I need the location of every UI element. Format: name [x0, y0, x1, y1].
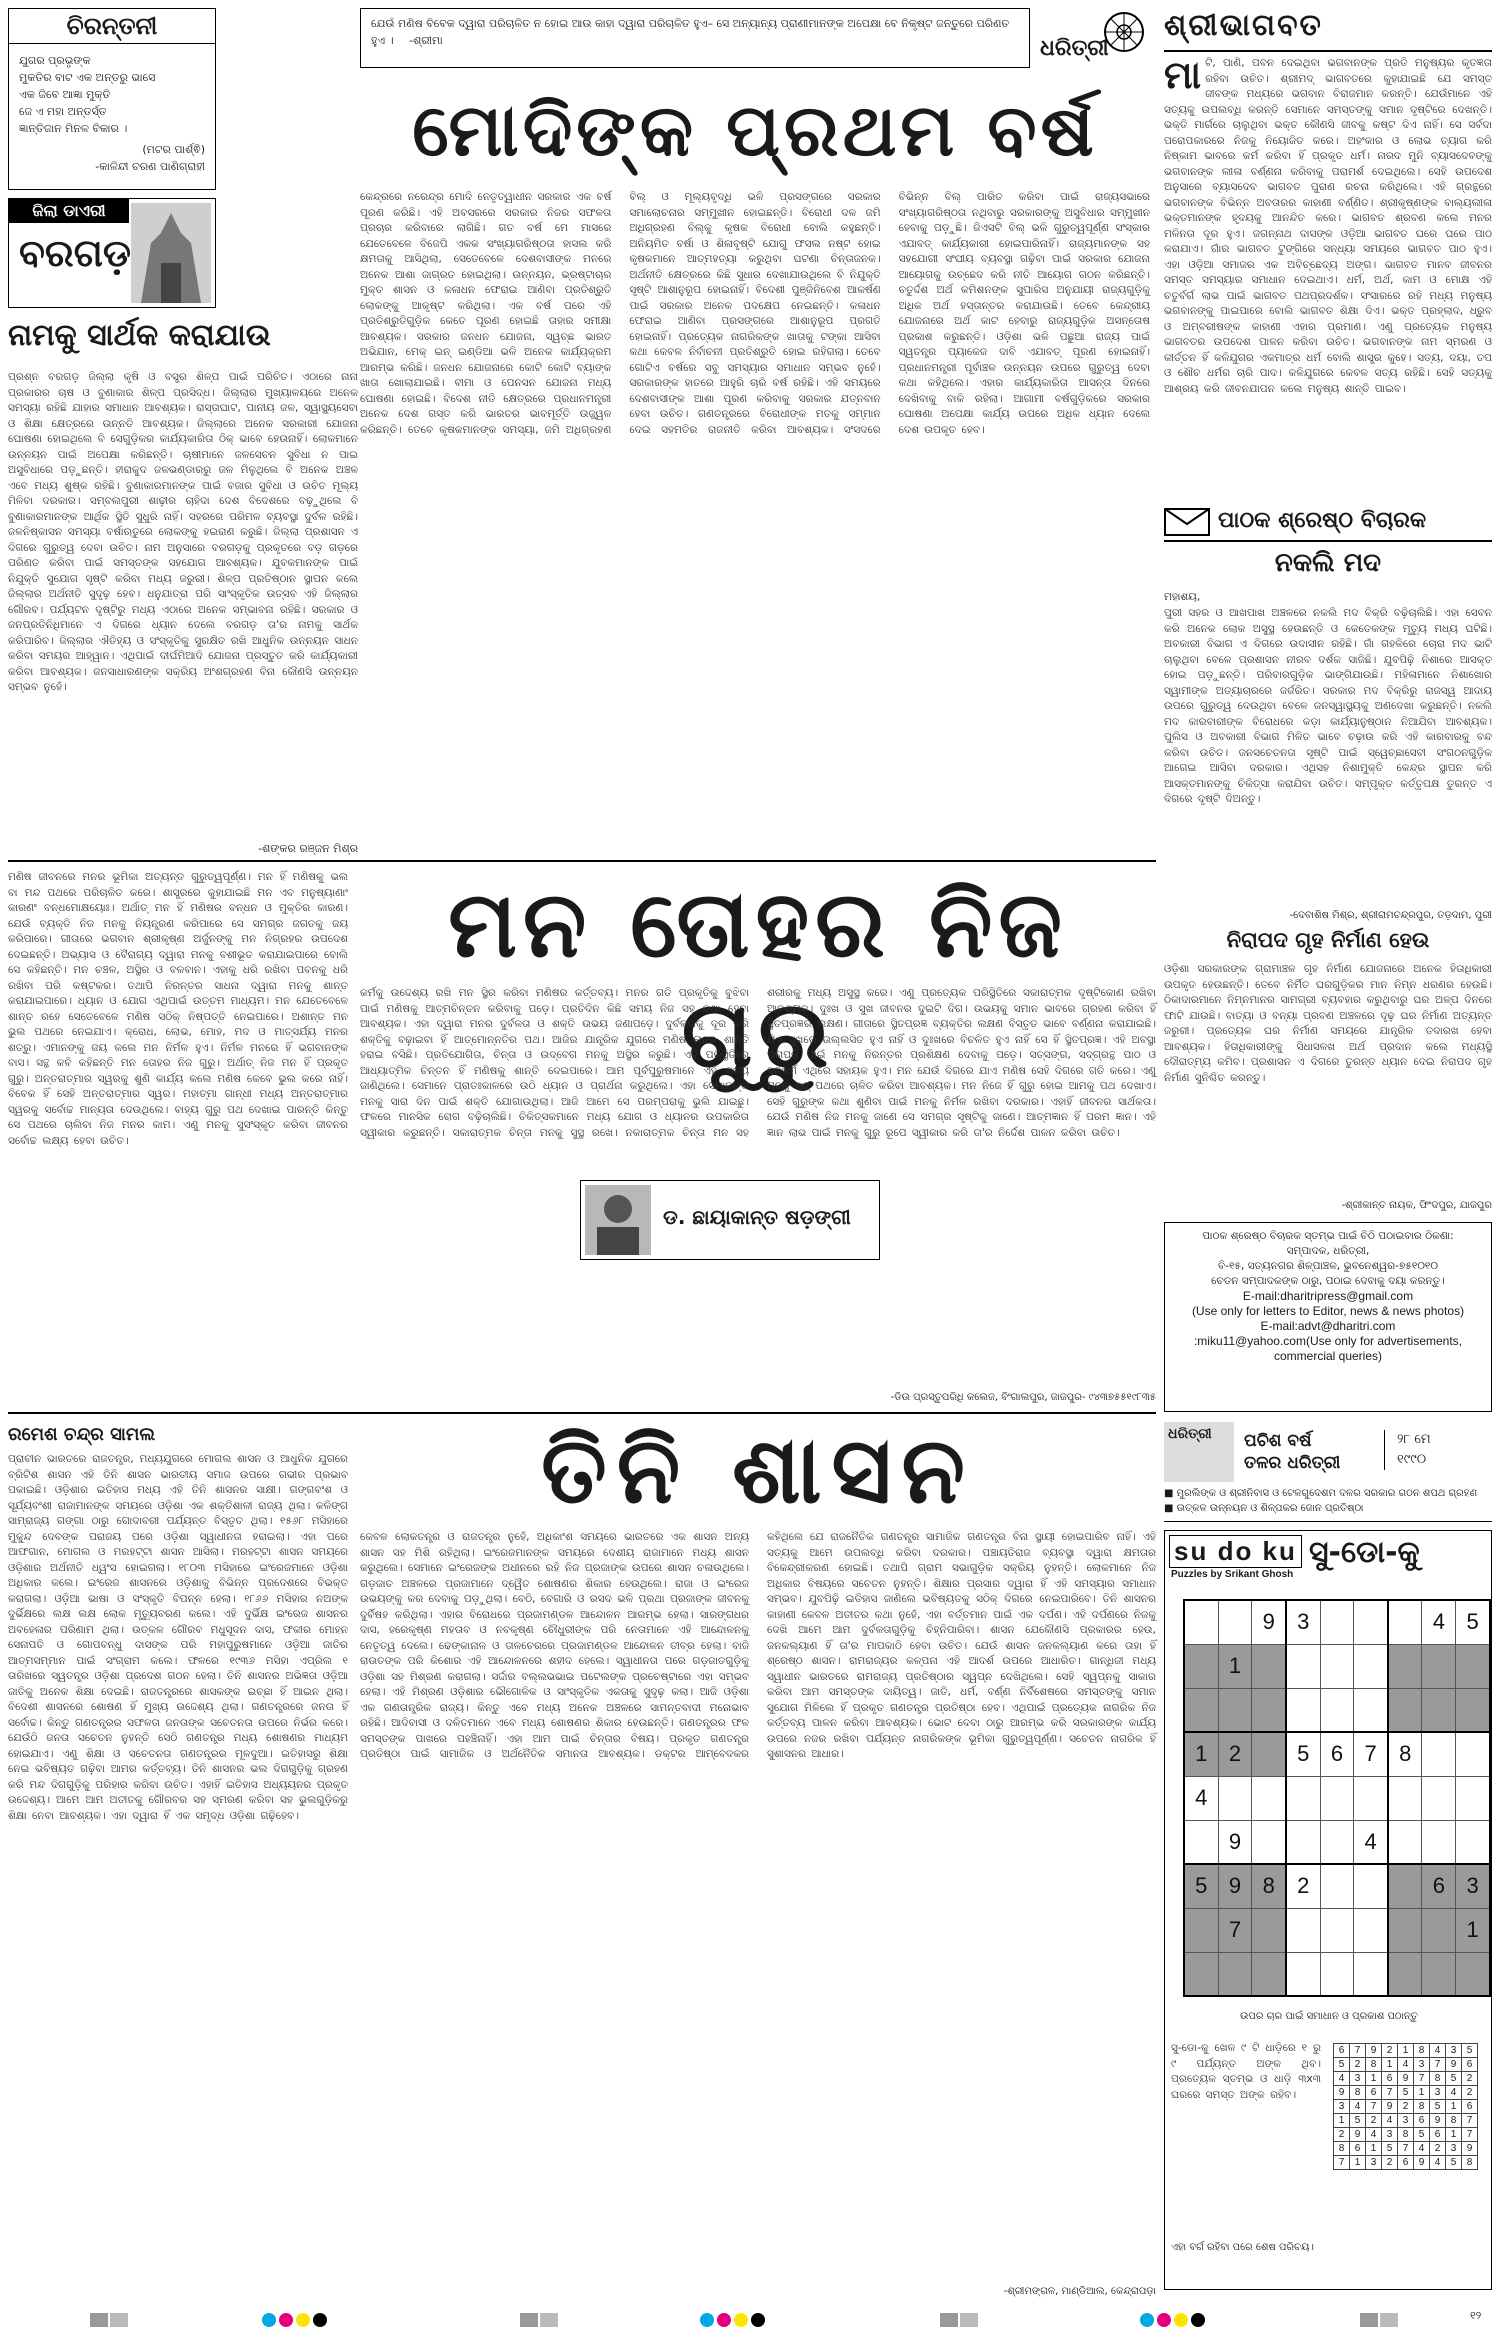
pachisha-logo: ଧରିତ୍ରୀ	[1164, 1422, 1234, 1482]
sudoku-cell[interactable]: 5	[1184, 1864, 1218, 1908]
contact-line: ଚେତନ ସମ୍ପାଦକଙ୍କ ଠାରୁ, ପଠାଇ ଦେବାକୁ ଦୟା କରନ୍ତୁ।	[1211, 1275, 1445, 1287]
contact-intro: ପାଠକ ଶ୍ରେଷ୍ଠ ବିଚାରକ ସ୍ତମ୍ଭ ପାଇଁ ଚିଠି ପଠାଇବାର ଠିକଣା:	[1202, 1230, 1454, 1242]
solution-cell: 1	[1366, 2142, 1382, 2156]
solution-cell: 3	[1366, 2156, 1382, 2170]
sudoku-cell[interactable]: 1	[1218, 1644, 1252, 1688]
solution-cell: 4	[1398, 2058, 1414, 2072]
sudoku-cell[interactable]: 2	[1286, 1864, 1320, 1908]
contact-box	[1164, 1222, 1492, 1412]
pachisha-item: ■ ମୁରଲିଙ୍କ ଓ ଶ୍ରୀନିବାସ ଓ ଟେଳଗୁଦେଶମ ଦଳର ସରକାର ଗଠନ ଶପଥ ଗ୍ରହଣ	[1164, 1488, 1478, 1499]
pathaka-header	[1164, 504, 1492, 540]
solution-cell: 2	[1366, 2114, 1382, 2128]
sudoku-cell[interactable]	[1388, 1600, 1422, 1644]
solution-cell: 9	[1414, 2156, 1430, 2170]
poem-line: ଜେ ଏ ମହା ଅନ୍ତର୍ସ୍ତ	[19, 105, 107, 118]
sudoku-cell[interactable]	[1388, 1908, 1422, 1952]
solution-cell: 6	[1430, 2128, 1446, 2142]
sudoku-cell[interactable]	[1320, 1600, 1354, 1644]
sudoku-cell[interactable]: 6	[1320, 1732, 1354, 1776]
solution-cell: 5	[1462, 2044, 1478, 2058]
print-marks	[0, 2308, 1500, 2332]
solution-cell: 9	[1382, 2100, 1398, 2114]
contact-email-commercial[interactable]: :miku11@yahoo.com(Use only for advertisements, commercial queries)	[1193, 1334, 1463, 1363]
bhagavat-title: ଶ୍ରୀଭାଗବତ	[1164, 8, 1323, 43]
solution-cell: 2	[1430, 2142, 1446, 2156]
solution-cell: 7	[1350, 2044, 1366, 2058]
sudoku-cell[interactable]: 4	[1422, 1600, 1456, 1644]
sudoku-cell[interactable]	[1286, 1952, 1320, 1996]
sudoku-solution	[1333, 2043, 1478, 2170]
sudoku-cell[interactable]: 7	[1354, 1732, 1388, 1776]
sudoku-cell[interactable]	[1218, 1600, 1252, 1644]
solution-cell: 7	[1398, 2142, 1414, 2156]
solution-cell: 7	[1334, 2156, 1350, 2170]
sudoku-cell[interactable]: 8	[1388, 1732, 1422, 1776]
solution-cell: 8	[1366, 2058, 1382, 2072]
solution-cell: 5	[1334, 2058, 1350, 2072]
solution-cell: 1	[1350, 2156, 1366, 2170]
sudoku-cell[interactable]	[1320, 1908, 1354, 1952]
solution-cell: 9	[1334, 2086, 1350, 2100]
solution-cell: 8	[1398, 2128, 1414, 2142]
zilla-diary-label: ଜିଲା ଡାଏରୀ	[9, 199, 129, 223]
sudoku-cell[interactable]: 3	[1286, 1600, 1320, 1644]
solution-cell: 6	[1366, 2086, 1382, 2100]
sudoku-cell[interactable]	[1456, 1688, 1490, 1732]
guru-body-main: କର୍ମକୁ ଉଦ୍ଦେଶ୍ୟ ରଖି ମନ ସ୍ଥିର କରିବା ମଣିଷର କର୍ତ୍ତବ୍ୟ। ମନର ଗତି ପ୍ରକୃତିକୁ ବୁଝିବା ପାଇଁ ମଣିଷକୁ ଆତ୍ମଚିନ୍ତନ କରିବାକୁ ପଡ଼େ। ପ୍ରତିଦିନ କିଛି ସମୟ ନିଜ ସହ କଥା ହେବା ଆବଶ୍ୟକ। ଏହା ଦ୍ୱାରା ମନର ଦୁର୍ବଳତା ଓ ଶକ୍ତି ଉଭୟ ଜଣାପଡ଼େ। ଦୁର୍ବଳତାକୁ ଦୂର କରି ଶକ୍ତିକୁ ବଢ଼ାଇବା ହିଁ ଆତ୍ମୋନ୍ନତିର ପଥ। ଆଜିର ଯାନ୍ତ୍ରିକ ଯୁଗରେ ମଣିଷ ମନର ଶାନ୍ତି ହରାଇ ବସିଛି। ପ୍ରତିଯୋଗିତା, ଚିନ୍ତା ଓ ଉଦ୍‌ବେଗ ମନକୁ ଅସ୍ଥିର କରୁଛି। ଏହି ପରିସ୍ଥିତିରେ ଆଧ୍ୟାତ୍ମିକ ଚିନ୍ତନ ହିଁ ମଣିଷକୁ ଶାନ୍ତି ଦେଇପାରେ। ଆମ ପୂର୍ବପୁରୁଷମାନେ ଏହି ସତ୍ୟ ଜାଣିଥିଲେ। ସେମାନେ ପ୍ରାତଃକାଳରେ ଉଠି ଧ୍ୟାନ ଓ ପ୍ରାର୍ଥନା କରୁଥିଲେ। ଏହା ସେମାନଙ୍କ ମନକୁ ସାରା ଦିନ ପାଇଁ ଶକ୍ତି ଯୋଗାଉଥିଲା। ଆଜି ଆମେ ସେ ପରମ୍ପରାକୁ ଭୁଲି ଯାଇଛୁ। ଫଳରେ ମାନସିକ ରୋଗ ବଢ଼ିଚାଲିଛି। ଚିକିତ୍ସକମାନେ ମଧ୍ୟ ଯୋଗ ଓ ଧ୍ୟାନର ଉପକାରିତା ସ୍ୱୀକାର କରୁଛନ୍ତି। ସକାରାତ୍ମକ ଚିନ୍ତା ମନକୁ ସୁସ୍ଥ ରଖେ। ନକାରାତ୍ମକ ଚିନ୍ତା ମନ ସହ ଶରୀରକୁ ମଧ୍ୟ ଅସୁସ୍ଥ କରେ। ଏଣୁ ପ୍ରତ୍ୟେକ ପରିସ୍ଥିତିରେ ସକାରାତ୍ମକ ଦୃଷ୍ଟିକୋଣ ରଖିବା ଆବଶ୍ୟକ। ଦୁଃଖ ଓ ସୁଖ ଜୀବନର ଦୁଇଟି ଦିଗ। ଉଭୟକୁ ସମାନ ଭାବରେ ଗ୍ରହଣ କରିବା ହିଁ ସ୍ଥିତପ୍ରଜ୍ଞର ଲକ୍ଷଣ। ଗୀତାରେ ସ୍ଥିତପ୍ରଜ୍ଞ ବ୍ୟକ୍ତିର ଲକ୍ଷଣ ବିସ୍ତୃତ ଭାବେ ବର୍ଣ୍ଣନା କରାଯାଇଛି। ଯିଏ ସୁଖରେ ଉଲ୍ଲସିତ ହୁଏ ନାହିଁ ଓ ଦୁଃଖରେ ବିଚଳିତ ହୁଏ ନାହିଁ ସେ ହିଁ ସ୍ଥିତପ୍ରଜ୍ଞ। ଏହି ଅବସ୍ଥା ପ୍ରାପ୍ତି ପାଇଁ ମନକୁ ନିରନ୍ତର ପ୍ରଶିକ୍ଷଣ ଦେବାକୁ ପଡ଼େ। ସତ୍ସଙ୍ଗ, ସଦ୍‌ଗ୍ରନ୍ଥ ପାଠ ଓ ସତ୍‌କର୍ମ ଏଥିରେ ସହାୟକ ହୁଏ। ମନ ଯେଉଁ ଦିଗରେ ଯାଏ ମଣିଷ ସେହି ଦିଗରେ ଗତି କରେ। ଏଣୁ ମନକୁ ସତ୍ ପଥରେ ଚାଳିତ କରିବା ଆବଶ୍ୟକ। ମନ ନିଜେ ହିଁ ଗୁରୁ ହୋଇ ଆମକୁ ପଥ ଦେଖାଏ। ସେହି ଗୁରୁଙ୍କ କଥା ଶୁଣିବା ପାଇଁ ମନକୁ ନିର୍ମଳ ରଖିବା ଦରକାର। ଏହାହିଁ ଜୀବନର ସାର୍ଥକତା। ଯେଉଁ ମଣିଷ ନିଜ ମନକୁ ଜାଣେ ସେ ସମଗ୍ର ସୃଷ୍ଟିକୁ ଜାଣେ। ଆତ୍ମଜ୍ଞାନ ହିଁ ପରମ ଜ୍ଞାନ। ଏହି ଜ୍ଞାନ ଲାଭ ପାଇଁ ମନକୁ ଗୁରୁ ରୂପେ ସ୍ୱୀକାର କରି ତା'ର ନିର୍ଦ୍ଦେଶ ପାଳନ କରିବା ଉଚିତ।	[360, 987, 1156, 1139]
sudoku-grid	[1183, 1599, 1491, 1997]
sudoku-cell[interactable]	[1456, 1820, 1490, 1864]
sudoku-cell[interactable]	[1354, 1776, 1388, 1820]
sudoku-cell[interactable]: 9	[1218, 1820, 1252, 1864]
sudoku-cell[interactable]: 5	[1456, 1600, 1490, 1644]
tini-body-main: କେବଳ ଲୋକତନ୍ତ୍ର ଓ ରାଜତନ୍ତ୍ର ନୁହେଁ, ଅଧିକାଂଶ ସମୟରେ ଭାରତରେ ଏକ ଶାସନ ଅନ୍ୟ ଶାସନ ସହ ମିଶି ରହିଥିଲା। ଇଂରେଜମାନଙ୍କ ସମୟରେ ଦେଶୀୟ ରାଜାମାନେ ମଧ୍ୟ ଶାସନ କରୁଥିଲେ। ସେମାନେ ଇଂରେଜଙ୍କ ଅଧୀନରେ ରହି ନିଜ ପ୍ରଜାଙ୍କ ଉପରେ ଶାସନ ଚଳାଉଥିଲେ। ଗଡ଼ଜାତ ଅଞ୍ଚଳରେ ପ୍ରଜାମାନେ ଦ୍ୱୈତ ଶୋଷଣର ଶିକାର ହେଉଥିଲେ। ରାଜା ଓ ଇଂରେଜ ଉଭୟଙ୍କୁ କର ଦେବାକୁ ପଡ଼ୁଥିଲା। ବେଠି, ବେଗାରି ଓ ରସଦ ଭଳି ପ୍ରଥା ପ୍ରଜାଙ୍କ ଜୀବନକୁ ଦୁର୍ବିଷହ କରିଥିଲା। ଏହାର ବିରୋଧରେ ପ୍ରଜାମଣ୍ଡଳ ଆନ୍ଦୋଳନ ଆରମ୍ଭ ହେଲା। ସାରଙ୍ଗଧର ଦାସ, ହରେକୃଷ୍ଣ ମହତାବ ଓ ନବକୃଷ୍ଣ ଚୌଧୁରୀଙ୍କ ପରି ନେତାମାନେ ଏହି ଆନ୍ଦୋଳନକୁ ନେତୃତ୍ୱ ଦେଲେ। ଢେଙ୍କାନାଳ ଓ ତାଳଚେରରେ ପ୍ରଜାମଣ୍ଡଳ ଆନ୍ଦୋଳନ ତୀବ୍ର ହେଲା। ବାଜି ରାଉତଙ୍କ ପରି କିଶୋର ଏହି ଆନ୍ଦୋଳନରେ ଶହୀଦ ହେଲେ। ସ୍ୱାଧୀନତା ପରେ ଗଡ଼ଜାତଗୁଡ଼ିକୁ ଓଡ଼ିଶା ସହ ମିଶ୍ରଣ କରାଗଲା। ସର୍ଦ୍ଦାର ବଲ୍ଲଭଭାଇ ପଟେଲଙ୍କ ପ୍ରଚେଷ୍ଟାରେ ଏହା ସମ୍ଭବ ହେଲା। ଏହି ମିଶ୍ରଣ ଓଡ଼ିଶାର ଭୌଗୋଳିକ ଓ ସାଂସ୍କୃତିକ ଏକତାକୁ ସୁଦୃଢ଼ କଲା। ଆଜି ଓଡ଼ିଶା ଏକ ଗଣତାନ୍ତ୍ରିକ ରାଜ୍ୟ। କିନ୍ତୁ ଏବେ ମଧ୍ୟ ଅନେକ ଅଞ୍ଚଳରେ ସାମନ୍ତବାଦୀ ମନୋଭାବ ରହିଛି। ଆଦିବାସୀ ଓ ଦଳିତମାନେ ଏବେ ମଧ୍ୟ ଶୋଷଣର ଶିକାର ହେଉଛନ୍ତି। ଗଣତନ୍ତ୍ରର ଫଳ ସମସ୍ତଙ୍କ ପାଖରେ ପହଞ୍ଚିନାହିଁ। ଏହା ଆମ ପାଇଁ ଚିନ୍ତାର ବିଷୟ। ପ୍ରକୃତ ଗଣତନ୍ତ୍ର ପ୍ରତିଷ୍ଠା ପାଇଁ ସାମାଜିକ ଓ ଅର୍ଥନୈତିକ ସମାନତା ଆବଶ୍ୟକ। ଡକ୍ଟର ଆମ୍ବେଦକର କହିଥିଲେ ଯେ ରାଜନୈତିକ ଗଣତନ୍ତ୍ର ସାମାଜିକ ଗଣତନ୍ତ୍ର ବିନା ସ୍ଥାୟୀ ହୋଇପାରିବ ନାହିଁ। ଏହି ସତ୍ୟକୁ ଆମେ ଉପଲବ୍ଧି କରିବା ଦରକାର। ପଞ୍ଚାୟତିରାଜ ବ୍ୟବସ୍ଥା ଦ୍ୱାରା କ୍ଷମତାର ବିକେନ୍ଦ୍ରୀକରଣ ହୋଇଛି। ତଥାପି ଗ୍ରାମ ସଭାଗୁଡ଼ିକ ସକ୍ରିୟ ନୁହନ୍ତି। ଲୋକମାନେ ନିଜ ଅଧିକାର ବିଷୟରେ ସଚେତନ ନୁହନ୍ତି। ଶିକ୍ଷାର ପ୍ରସାର ଦ୍ୱାରା ହିଁ ଏହି ସମସ୍ୟାର ସମାଧାନ ସମ୍ଭବ। ଯୁବପିଢ଼ି ଇତିହାସ ଜାଣିଲେ ଭବିଷ୍ୟତକୁ ସଠିକ୍ ଦିଗରେ ନେଇପାରିବେ। ତିନି ଶାସନର କାହାଣୀ କେବଳ ଅତୀତର କଥା ନୁହେଁ, ଏହା ବର୍ତ୍ତମାନ ପାଇଁ ଏକ ଦର୍ପଣ। ଏହି ଦର୍ପଣରେ ନିଜକୁ ଦେଖି ଆମେ ଆମ ଦୁର୍ବଳତାଗୁଡ଼ିକୁ ଚିହ୍ନିପାରିବା। ଶାସନ ଯେକୌଣସି ପ୍ରକାରର ହେଉ, ଜନକଲ୍ୟାଣ ହିଁ ତା'ର ମାପକାଠି ହେବା ଉଚିତ। ଯେଉଁ ଶାସନ ଜନକଲ୍ୟାଣ କରେ ତାହା ହିଁ ଶ୍ରେଷ୍ଠ ଶାସନ। ରାମରାଜ୍ୟର କଳ୍ପନା ଏହି ଆଦର୍ଶ ଉପରେ ଆଧାରିତ। ଗାନ୍ଧିଜୀ ମଧ୍ୟ ସ୍ୱାଧୀନ ଭାରତରେ ରାମରାଜ୍ୟ ପ୍ରତିଷ୍ଠାର ସ୍ୱପ୍ନ ଦେଖିଥିଲେ। ସେହି ସ୍ୱପ୍ନକୁ ସାକାର କରିବା ଆମ ସମସ୍ତଙ୍କ ଦାୟିତ୍ୱ। ଜାତି, ଧର୍ମ, ବର୍ଣ୍ଣ ନିର୍ବିଶେଷରେ ସମସ୍ତଙ୍କୁ ସମାନ ସୁଯୋଗ ମିଳିଲେ ହିଁ ପ୍ରକୃତ ଗଣତନ୍ତ୍ର ପ୍ରତିଷ୍ଠା ହେବ। ଏଥିପାଇଁ ପ୍ରତ୍ୟେକ ନାଗରିକ ନିଜ କର୍ତ୍ତବ୍ୟ ପାଳନ କରିବା ଆବଶ୍ୟକ। ଭୋଟ ଦେବା ଠାରୁ ଆରମ୍ଭ କରି ସରକାରଙ୍କ କାର୍ଯ୍ୟ ଉପରେ ନଜର ରଖିବା ପର୍ଯ୍ୟନ୍ତ ନାଗରିକଙ୍କ ଭୂମିକା ଗୁରୁତ୍ୱପୂର୍ଣ୍ଣ। ସଚେତନ ନାଗରିକ ହିଁ ସୁଶାସନର ଆଧାର।	[360, 1531, 1156, 1760]
grey-bars	[1360, 2312, 1400, 2331]
solution-cell: 5	[1414, 2128, 1430, 2142]
sudoku-cell[interactable]: 2	[1218, 1732, 1252, 1776]
bhagavat-dropcap: ମା	[1164, 53, 1202, 97]
solution-cell: 1	[1446, 2128, 1462, 2142]
poem-line: ଜ୍ଞାନ୍ତିଜାନ ମିନଳ ବିକାର ।	[19, 122, 128, 135]
editorial-headline-wrap	[360, 80, 1150, 180]
sudoku-cell[interactable]: 7	[1218, 1908, 1252, 1952]
solution-cell: 6	[1398, 2156, 1414, 2170]
guru-footer: -ଡିଉ ପ୍ରସ୍ତୁପରିଧି କଲେଜ, ବିଂଗାଲପୁର, ଜାଜପୁର- ୯୪୩୭୫୫୧୯୮୩୫	[890, 1392, 1156, 1403]
solution-cell: 4	[1430, 2044, 1446, 2058]
sudoku-cell[interactable]	[1218, 1952, 1252, 1996]
solution-cell: 4	[1430, 2156, 1446, 2170]
letter2-byline: -ଶ୍ରୀକାନ୍ତ ନାୟକ, ଫିଂଦପୁର, ଯାଜପୁର	[1341, 1200, 1492, 1211]
guru-body-col1: ମଣିଷ ଜୀବନରେ ମନର ଭୂମିକା ଅତ୍ୟନ୍ତ ଗୁରୁତ୍ୱପୂର୍ଣ୍ଣ। ମନ ହିଁ ମଣିଷକୁ ଭଲ ବା ମନ୍ଦ ପଥରେ ପରିଚାଳିତ କରେ। ଶାସ୍ତ୍ରରେ କୁହାଯାଇଛି ମନ ଏବ ମନୁଷ୍ୟାଣାଂ କାରଣଂ ବନ୍ଧମୋକ୍ଷୟୋଃ। ଅର୍ଥାତ୍ ମନ ହିଁ ମଣିଷର ବନ୍ଧନ ଓ ମୁକ୍ତିର କାରଣ। ଯେଉଁ ବ୍ୟକ୍ତି ନିଜ ମନକୁ ନିୟନ୍ତ୍ରଣ କରିପାରେ ସେ ସମଗ୍ର ଜଗତକୁ ଜୟ କରିପାରେ। ଗୀତାରେ ଭଗବାନ ଶ୍ରୀକୃଷ୍ଣ ଅର୍ଜୁନଙ୍କୁ ମନ ନିଗ୍ରହର ଉପଦେଶ ଦେଇଛନ୍ତି। ଅଭ୍ୟାସ ଓ ବୈରାଗ୍ୟ ଦ୍ୱାରା ମନକୁ ବଶୀଭୂତ କରାଯାଇପାରେ ବୋଲି ସେ କହିଛନ୍ତି। ମନ ଚଞ୍ଚଳ, ଅସ୍ଥିର ଓ ବଳବାନ। ଏହାକୁ ଧରି ରଖିବା ପବନକୁ ଧରି ରଖିବା ପରି କଷ୍ଟକର। ତଥାପି ନିରନ୍ତର ସାଧନା ଦ୍ୱାରା ମନକୁ ଶାନ୍ତ କରାଯାଇପାରେ। ଧ୍ୟାନ ଓ ଯୋଗ ଏଥିପାଇଁ ଉତ୍ତମ ମାଧ୍ୟମ। ମନ ଯେତେବେଳେ ଶାନ୍ତ ରହେ ସେତେବେଳେ ମଣିଷ ସଠିକ୍ ନିଷ୍ପତ୍ତି ନେଇପାରେ। ଅଶାନ୍ତ ମନ ଭୁଲ ପଥରେ ନେଇଯାଏ। କ୍ରୋଧ, ଲୋଭ, ମୋହ, ମଦ ଓ ମାତ୍ସର୍ଯ୍ୟ ମନର ଶତ୍ରୁ। ଏମାନଙ୍କୁ ଜୟ କଲେ ମନ ନିର୍ମଳ ହୁଏ। ନିର୍ମଳ ମନରେ ହିଁ ଭଗବାନଙ୍କ ବାସ। ସନ୍ଥ କବି କହିଛନ୍ତି ମନ ତୋହର ନିଜ ଗୁରୁ। ଅର୍ଥାତ୍ ନିଜ ମନ ହିଁ ପ୍ରକୃତ ଗୁରୁ। ଅନ୍ତରାତ୍ମାର ସ୍ୱରକୁ ଶୁଣି କାର୍ଯ୍ୟ କଲେ ମଣିଷ କେବେ ଭୁଲ କରେ ନାହିଁ। ବିବେକ ହିଁ ସେହି ଅନ୍ତରାତ୍ମାର ସ୍ୱର। ମହାତ୍ମା ଗାନ୍ଧୀ ମଧ୍ୟ ଅନ୍ତରାତ୍ମାର ସ୍ୱରକୁ ସର୍ବୋଚ୍ଚ ମାନ୍ୟତା ଦେଉଥିଲେ। ବାହ୍ୟ ଗୁରୁ ପଥ ଦେଖାଇ ପାରନ୍ତି କିନ୍ତୁ ସେ ପଥରେ ଚାଲିବା ନିଜ ମନର କାମ। ଏଣୁ ମନକୁ ସୁସଂସ୍କୃତ କରିବା ଜୀବନର ସର୍ବୋଚ୍ଚ ଲକ୍ଷ୍ୟ ହେବା ଉଚିତ।	[8, 871, 348, 1147]
solution-cell: 6	[1334, 2044, 1350, 2058]
solution-cell: 1	[1334, 2114, 1350, 2128]
sudoku-brand: su do ku	[1169, 1535, 1302, 1568]
letter2-headline: ନିରାପଦ ଗୃହ ନିର୍ମାଣ ହେଉ	[1226, 928, 1430, 952]
poem-author: -କାଳିନ୍ଦୀ ଚରଣ ପାଣିଗ୍ରାହୀ	[95, 160, 205, 173]
solution-cell: 6	[1462, 2058, 1478, 2072]
solution-cell: 2	[1398, 2100, 1414, 2114]
sudoku-cell[interactable]	[1354, 1644, 1388, 1688]
sudoku-cell[interactable]	[1184, 1688, 1218, 1732]
zilla-headline: ନାମକୁ ସାର୍ଥକ କରାଯାଉ	[8, 318, 271, 353]
pachisha-box	[1164, 1422, 1492, 1522]
guru-author: ଡ. ଛାୟାକାନ୍ତ ଷଡ଼ଙ୍ଗୀ	[663, 1205, 851, 1229]
sudoku-cell[interactable]	[1422, 1908, 1456, 1952]
sudoku-cell[interactable]	[1388, 1776, 1422, 1820]
chirantani-title: ଚିରନ୍ତନୀ	[66, 12, 158, 40]
sudoku-cell[interactable]	[1388, 1820, 1422, 1864]
tini-body-col1: ପ୍ରାଚୀନ ଭାରତରେ ରାଜତନ୍ତ୍ର, ମଧ୍ୟଯୁଗରେ ମୋଗଲ ଶାସନ ଓ ଆଧୁନିକ ଯୁଗରେ ବ୍ରିଟିଶ ଶାସନ ଏହି ତିନି ଶାସନ ଭାରତୀୟ ସମାଜ ଉପରେ ଗଭୀର ପ୍ରଭାବ ପକାଇଛି। ଓଡ଼ିଶାର ଇତିହାସ ମଧ୍ୟ ଏହି ତିନି ଶାସନର ସାକ୍ଷୀ। ଗଙ୍ଗବଂଶ ଓ ସୂର୍ଯ୍ୟବଂଶୀ ରାଜାମାନଙ୍କ ସମୟରେ ଓଡ଼ିଶା ଏକ ଶକ୍ତିଶାଳୀ ରାଜ୍ୟ ଥିଲା। କଳିଙ୍ଗ ସାମ୍ରାଜ୍ୟ ଗଙ୍ଗା ଠାରୁ ଗୋଦାବରୀ ପର୍ଯ୍ୟନ୍ତ ବିସ୍ତୃତ ଥିଲା। ୧୫୬୮ ମସିହାରେ ମୁକୁନ୍ଦ ଦେବଙ୍କ ପରାଜୟ ପରେ ଓଡ଼ିଶା ସ୍ୱାଧୀନତା ହରାଇଲା। ଏହା ପରେ ଆଫଗାନ, ମୋଗଲ ଓ ମରହଟ୍ଟା ଶାସନ ଆସିଲା। ମରହଟ୍ଟା ଶାସନ ସମୟରେ ଓଡ଼ିଶାର ଅର୍ଥନୀତି ଧ୍ୱଂସ ହୋଇଗଲା। ୧୮୦୩ ମସିହାରେ ଇଂରେଜମାନେ ଓଡ଼ିଶା ଅଧିକାର କଲେ। ଇଂରେଜ ଶାସନରେ ଓଡ଼ିଶାକୁ ବିଭିନ୍ନ ପ୍ରଦେଶରେ ବିଭକ୍ତ କରାଗଲା। ଓଡ଼ିଆ ଭାଷା ଓ ସଂସ୍କୃତି ବିପନ୍ନ ହେଲା। ୧୮୬୬ ମସିହାର ନଅଙ୍କ ଦୁର୍ଭିକ୍ଷରେ ଲକ୍ଷ ଲକ୍ଷ ଲୋକ ମୃତ୍ୟୁବରଣ କଲେ। ଏହି ଦୁର୍ଭିକ୍ଷ ଇଂରେଜ ଶାସନର ଅବହେଳାର ପରିଣାମ ଥିଲା। ଉତ୍କଳ ଗୌରବ ମଧୁସୂଦନ ଦାସ, ଫକୀର ମୋହନ ସେନାପତି ଓ ଗୋପବନ୍ଧୁ ଦାସଙ୍କ ପରି ମହାପୁରୁଷମାନେ ଓଡ଼ିଆ ଜାତିର ଆତ୍ମସମ୍ମାନ ପାଇଁ ସଂଗ୍ରାମ କଲେ। ଫଳରେ ୧୯୩୬ ମସିହା ଏପ୍ରିଲ ୧ ତାରିଖରେ ସ୍ୱତନ୍ତ୍ର ଓଡ଼ିଶା ପ୍ରଦେଶ ଗଠନ ହେଲା। ତିନି ଶାସନର ଅଭିଜ୍ଞତା ଓଡ଼ିଆ ଜାତିକୁ ଅନେକ ଶିକ୍ଷା ଦେଇଛି। ରାଜତନ୍ତ୍ରରେ ଶାସକଙ୍କ ଇଚ୍ଛା ହିଁ ଆଇନ ଥିଲା। ବିଦେଶୀ ଶାସନରେ ଶୋଷଣ ହିଁ ମୁଖ୍ୟ ଉଦ୍ଦେଶ୍ୟ ଥିଲା। ଗଣତନ୍ତ୍ରରେ ଜନତା ହିଁ ସର୍ବୋଚ୍ଚ। କିନ୍ତୁ ଗଣତନ୍ତ୍ରର ସଫଳତା ଜନତାଙ୍କ ସଚେତନତା ଉପରେ ନିର୍ଭର କରେ। ଯେଉଁଠି ଜନତା ସଚେତନ ନୁହନ୍ତି ସେଠି ଗଣତନ୍ତ୍ର ମଧ୍ୟ ଶୋଷଣର ମାଧ୍ୟମ ହୋଇଯାଏ। ଏଣୁ ଶିକ୍ଷା ଓ ସଚେତନତା ଗଣତନ୍ତ୍ରର ମୂଳଦୁଆ। ଇତିହାସରୁ ଶିକ୍ଷା ନେଇ ଭବିଷ୍ୟତ ଗଢ଼ିବା ଆମର କର୍ତ୍ତବ୍ୟ। ତିନି ଶାସନର ଭଲ ଦିଗଗୁଡ଼ିକୁ ଗ୍ରହଣ କରି ମନ୍ଦ ଦିଗଗୁଡ଼ିକୁ ପରିହାର କରିବା ଉଚିତ। ଏହାହିଁ ଇତିହାସ ଅଧ୍ୟୟନର ପ୍ରକୃତ ଉଦ୍ଦେଶ୍ୟ। ଆମେ ଆମ ଅତୀତକୁ ଗୌରବର ସହ ସ୍ମରଣ କରିବା ସହ ଭୁଲଗୁଡ଼ିକରୁ ଶିକ୍ଷା ନେବା ଆବଶ୍ୟକ। ଏହା ଦ୍ୱାରା ହିଁ ଏକ ସମୃଦ୍ଧ ଓଡ଼ିଶା ଗଢ଼ିହେବ।	[8, 1453, 348, 1822]
sudoku-cell[interactable]: 4	[1354, 1820, 1388, 1864]
sudoku-cell[interactable]	[1184, 1908, 1218, 1952]
solution-cell: 1	[1414, 2086, 1430, 2100]
sudoku-cell[interactable]	[1218, 1776, 1252, 1820]
sudoku-cell[interactable]	[1422, 1732, 1456, 1776]
sudoku-table	[1183, 1599, 1491, 1997]
solution-cell: 9	[1366, 2044, 1382, 2058]
solution-cell: 5	[1446, 2072, 1462, 2086]
chirantani-poem	[9, 44, 215, 183]
contact-line: ବି-୧୫, ସତ୍ୟନଗର ଶିଳ୍ପାଞ୍ଚଳ, ଭୁବନେଶ୍ୱର-୭୫୧୦୧୦	[1218, 1260, 1438, 1272]
guru-headline: ମନ ତୋହର ନିଜ ଗୁରୁ	[448, 871, 1068, 1088]
contact-email-advt[interactable]: E-mail:advt@dharitri.com	[1260, 1319, 1396, 1333]
sudoku-box	[1164, 1530, 1492, 2290]
sudoku-brand-odia: ସୁ-ଡୋ-କୁ	[1309, 1535, 1420, 1570]
letter2-body: ଓଡ଼ିଶା ସରକାରଙ୍କ ଗ୍ରାମାଞ୍ଚଳ ଗୃହ ନିର୍ମାଣ ଯୋଜନାରେ ଅନେକ ହିତାଧିକାରୀ ଉପକୃତ ହେଉଛନ୍ତି। ତେବେ ନିର୍ମିତ ଘରଗୁଡ଼ିକର ମାନ ନିମ୍ନ ଧରଣର ହେଉଛି। ଠିକାଦାରମାନେ ନିମ୍ନମାନର ସାମଗ୍ରୀ ବ୍ୟବହାର କରୁଥିବାରୁ ଘର ଅଳ୍ପ ଦିନରେ ଫାଟି ଯାଉଛି। ବାତ୍ୟା ଓ ବନ୍ୟା ପ୍ରବଣ ଅଞ୍ଚଳରେ ଦୃଢ଼ ଘର ନିର୍ମାଣ ଅତ୍ୟନ୍ତ ଜରୁରୀ। ପ୍ରତ୍ୟେକ ଘର ନିର୍ମାଣ ସମୟରେ ଯାନ୍ତ୍ରିକ ତଦାରଖ ହେବା ଆବଶ୍ୟକ। ହିତାଧିକାରୀଙ୍କୁ ସିଧାସଳଖ ଅର୍ଥ ପ୍ରଦାନ କଲେ ମଧ୍ୟସ୍ଥି ଦୌରାତ୍ମ୍ୟ କମିବ। ପ୍ରଶାସନ ଏ ଦିଗରେ ତୁରନ୍ତ ଧ୍ୟାନ ଦେଇ ନିରାପଦ ଗୃହ ନିର୍ମାଣ ସୁନିଶ୍ଚିତ କରନ୍ତୁ।	[1164, 963, 1492, 1084]
sudoku-cell[interactable]	[1252, 1820, 1286, 1864]
solution-cell: 2	[1462, 2072, 1478, 2086]
bhagavat-header	[1164, 8, 1492, 48]
sudoku-cell[interactable]	[1286, 1820, 1320, 1864]
sudoku-cell[interactable]: 1	[1456, 1908, 1490, 1952]
sudoku-cell[interactable]	[1320, 1952, 1354, 1996]
poem-line: ଯୁଗର ପ୍ରଭୃଙ୍କ	[19, 54, 91, 67]
sudoku-cell[interactable]: 8	[1252, 1864, 1286, 1908]
solution-cell: 3	[1446, 2142, 1462, 2156]
grey-bars	[940, 2312, 980, 2331]
envelope-icon	[1164, 508, 1210, 536]
cmyk-marks	[1140, 2312, 1208, 2331]
sudoku-cell[interactable]	[1422, 1952, 1456, 1996]
letter1-salutation: ମହାଶୟ,	[1164, 591, 1201, 603]
solution-cell: 8	[1334, 2142, 1350, 2156]
solution-cell: 9	[1446, 2058, 1462, 2072]
sudoku-cell[interactable]	[1320, 1864, 1354, 1908]
sudoku-cell[interactable]	[1388, 1952, 1422, 1996]
solution-cell: 5	[1430, 2100, 1446, 2114]
sudoku-cell[interactable]: 6	[1422, 1864, 1456, 1908]
sudoku-cell[interactable]	[1320, 1776, 1354, 1820]
sudoku-cell[interactable]	[1286, 1776, 1320, 1820]
sudoku-cell[interactable]	[1320, 1820, 1354, 1864]
solution-cell: 6	[1382, 2072, 1398, 2086]
sudoku-cell[interactable]	[1422, 1644, 1456, 1688]
solution-cell: 3	[1446, 2044, 1462, 2058]
sudoku-cell[interactable]	[1422, 1820, 1456, 1864]
tini-author: ରମେଶ ଚନ୍ଦ୍ର ସାମଲ	[8, 1424, 156, 1445]
masthead-text: ଧରିତ୍ରୀ	[1040, 36, 1109, 61]
sudoku-cell[interactable]: 5	[1286, 1732, 1320, 1776]
tini-headline-wrap	[360, 1416, 1156, 1526]
editorial-body: କେନ୍ଦ୍ରରେ ନରେନ୍ଦ୍ର ମୋଦି ନେତୃତ୍ୱାଧୀନ ସରକାର ଏକ ବର୍ଷ ପୂରଣ କରିଛି। ଏହି ଅବସରରେ ସରକାର ନିଜର ସଫଳତା ପ୍ରଚାର କରିବାରେ ଲାଗିଛି। ଗତ ବର୍ଷ ମେ ମାସରେ ଯେତେବେଳେ ବିଜେପି ଏକକ ସଂଖ୍ୟାଗରିଷ୍ଠତା ହାସଲ କରି କ୍ଷମତାକୁ ଆସିଥିଲା, ସେତେବେଳେ ଦେଶବାସୀଙ୍କ ମନରେ ଅନେକ ଆଶା ଜାଗ୍ରତ ହୋଇଥିଲା। ଉନ୍ନୟନ, ଭ୍ରଷ୍ଟାଚାର ମୁକ୍ତ ଶାସନ ଓ କଳାଧନ ଫେରାଇ ଆଣିବା ପ୍ରତିଶ୍ରୁତି ଲୋକଙ୍କୁ ଆକୃଷ୍ଟ କରିଥିଲା। ଏକ ବର୍ଷ ପରେ ଏହି ପ୍ରତିଶ୍ରୁତିଗୁଡ଼ିକ କେତେ ପୂରଣ ହୋଇଛି ତାହାର ସମୀକ୍ଷା ଆବଶ୍ୟକ। ସରକାର ଜନଧନ ଯୋଜନା, ସ୍ୱଚ୍ଛ ଭାରତ ଅଭିଯାନ, ମେକ୍ ଇନ୍ ଇଣ୍ଡିଆ ଭଳି ଅନେକ କାର୍ଯ୍ୟକ୍ରମ ଆରମ୍ଭ କରିଛି। ଜନଧନ ଯୋଜନାରେ କୋଟି କୋଟି ବ୍ୟାଙ୍କ ଖାତା ଖୋଲାଯାଇଛି। ବୀମା ଓ ପେନସନ ଯୋଜନା ମଧ୍ୟ ଘୋଷଣା ହୋଇଛି। ବିଦେଶ ନୀତି କ୍ଷେତ୍ରରେ ପ୍ରଧାନମନ୍ତ୍ରୀ ଅନେକ ଦେଶ ଗସ୍ତ କରି ଭାରତର ଭାବମୂର୍ତ୍ତି ଉଜ୍ଜ୍ୱଳ କରିଛନ୍ତି। ତେବେ କୃଷକମାନଙ୍କ ସମସ୍ୟା, ଜମି ଅଧିଗ୍ରହଣ ବିଲ୍ ଓ ମୂଲ୍ୟବୃଦ୍ଧି ଭଳି ପ୍ରସଙ୍ଗରେ ସରକାର ସମାଲୋଚନାର ସମ୍ମୁଖୀନ ହୋଇଛନ୍ତି। ବିରୋଧୀ ଦଳ ଜମି ଅଧିଗ୍ରହଣ ବିଲ୍‌କୁ କୃଷକ ବିରୋଧୀ ବୋଲି କହୁଛନ୍ତି। ଅନିୟମିତ ବର୍ଷା ଓ ଶିଳାବୃଷ୍ଟି ଯୋଗୁ ଫସଲ ନଷ୍ଟ ହୋଇ କୃଷକମାନେ ଆତ୍ମହତ୍ୟା କରୁଥିବା ଘଟଣା ଚିନ୍ତାଜନକ। ଅର୍ଥନୀତି କ୍ଷେତ୍ରରେ କିଛି ସୁଧାର ଦେଖାଯାଉଥିଲେ ବି ନିଯୁକ୍ତି ସୃଷ୍ଟି ଆଶାନୁରୂପ ହୋଇନାହିଁ। ବିଦେଶୀ ପୁଞ୍ଜିନିବେଶ ଆକର୍ଷଣ ପାଇଁ ସରକାର ଅନେକ ପଦକ୍ଷେପ ନେଇଛନ୍ତି। କଳାଧନ ଫେରାଇ ଆଣିବା ପ୍ରସଙ୍ଗରେ ଆଶାନୁରୂପ ପ୍ରଗତି ହୋଇନାହିଁ। ପ୍ରତ୍ୟେକ ନାଗରିକଙ୍କ ଖାତାକୁ ଟଙ୍କା ଆସିବା କଥା କେବଳ ନିର୍ବାଚନୀ ପ୍ରତିଶ୍ରୁତି ହୋଇ ରହିଗଲା। ତେବେ ଗୋଟିଏ ବର୍ଷରେ ସବୁ ସମସ୍ୟାର ସମାଧାନ ସମ୍ଭବ ନୁହେଁ। ସରକାରଙ୍କ ହାତରେ ଆହୁରି ଚାରି ବର୍ଷ ରହିଛି। ଏହି ସମୟରେ ଦେଶବାସୀଙ୍କ ଆଶା ପୂରଣ କରିବାକୁ ସରକାର ଯତ୍ନବାନ ହେବା ଉଚିତ। ଗଣତନ୍ତ୍ରରେ ବିରୋଧୀଙ୍କ ମତକୁ ସମ୍ମାନ ଦେଇ ସହମତିର ରାଜନୀତି କରିବା ଆବଶ୍ୟକ। ସଂସଦରେ ବିଭିନ୍ନ ବିଲ୍ ପାରିତ କରିବା ପାଇଁ ରାଜ୍ୟସଭାରେ ସଂଖ୍ୟାଗରିଷ୍ଠତା ନଥିବାରୁ ସରକାରଙ୍କୁ ଅସୁବିଧାର ସମ୍ମୁଖୀନ ହେବାକୁ ପଡ଼ୁଛି। ଜିଏସଟି ବିଲ୍ ଭଳି ଗୁରୁତ୍ୱପୂର୍ଣ୍ଣ ସଂସ୍କାର ଏଯାବତ୍ କାର୍ଯ୍ୟକାରୀ ହୋଇପାରିନାହିଁ। ରାଜ୍ୟମାନଙ୍କ ସହ ସହଯୋଗୀ ସଂଘୀୟ ବ୍ୟବସ୍ଥା ଗଢ଼ିବା ପାଇଁ ସରକାର ଯୋଜନା ଆୟୋଗକୁ ଉଚ୍ଛେଦ କରି ନୀତି ଆୟୋଗ ଗଠନ କରିଛନ୍ତି। ଚତୁର୍ଦ୍ଦଶ ଅର୍ଥ କମିଶନଙ୍କ ସୁପାରିସ ଅନୁଯାୟୀ ରାଜ୍ୟଗୁଡ଼ିକୁ ଅଧିକ ଅର୍ଥ ହସ୍ତାନ୍ତର କରାଯାଉଛି। ତେବେ କେନ୍ଦ୍ରୀୟ ଯୋଜନାରେ ଅର୍ଥ କାଟ ହେବାରୁ ରାଜ୍ୟଗୁଡ଼ିକ ଅସନ୍ତୋଷ ପ୍ରକାଶ କରୁଛନ୍ତି। ଓଡ଼ିଶା ଭଳି ପଛୁଆ ରାଜ୍ୟ ପାଇଁ ସ୍ୱତନ୍ତ୍ର ପ୍ୟାକେଜ ଦାବି ଏଯାବତ୍ ପୂରଣ ହୋଇନାହିଁ। ପ୍ରଧାନମନ୍ତ୍ରୀ ପୂର୍ବାଞ୍ଚଳ ଉନ୍ନୟନ ଉପରେ ଗୁରୁତ୍ୱ ଦେବା କଥା କହିଥିଲେ। ଏହାର କାର୍ଯ୍ୟକାରିତା ଆସନ୍ତା ଦିନରେ ଦେଖିବାକୁ ବାକି ରହିଲା। ଆଗାମୀ ବର୍ଷଗୁଡ଼ିକରେ ସରକାର ଘୋଷଣା ଅପେକ୍ଷା କାର୍ଯ୍ୟ ଉପରେ ଅଧିକ ଧ୍ୟାନ ଦେଲେ ଦେଶ ଉପକୃତ ହେବ।	[360, 191, 1150, 436]
sudoku-cell[interactable]	[1184, 1952, 1218, 1996]
sudoku-cell[interactable]	[1422, 1776, 1456, 1820]
sudoku-cell[interactable]	[1422, 1688, 1456, 1732]
contact-email-editor-note: (Use only for letters to Editor, news & news photos)	[1191, 1304, 1465, 1318]
tini-footer: -ଶ୍ରୀମଙ୍ଗଳ, ମାଣ୍ଡିଆଲ, କେନ୍ଦ୍ରାପଡ଼ା	[1003, 2286, 1156, 2297]
solution-cell: 9	[1398, 2072, 1414, 2086]
solution-cell: 1	[1398, 2044, 1414, 2058]
guru-author-box	[580, 1180, 880, 1260]
pachisha-date: ୨୮ ମେ ୧୯୯୦	[1384, 1430, 1431, 1470]
solution-cell: 8	[1462, 2156, 1478, 2170]
solution-cell: 3	[1334, 2100, 1350, 2114]
author-photo	[585, 1185, 651, 1255]
solution-cell: 7	[1382, 2086, 1398, 2100]
zilla-diary-box	[8, 198, 216, 308]
solution-cell: 4	[1366, 2128, 1382, 2142]
sudoku-cell[interactable]	[1320, 1688, 1354, 1732]
sudoku-cell[interactable]	[1354, 1952, 1388, 1996]
poem-line: ମୁକତିର ବାଟ ଏକ ଅନ୍ତରୁ ଭାସେ	[19, 71, 156, 84]
sudoku-cell[interactable]	[1252, 1688, 1286, 1732]
sudoku-instructions: ସୁ-ଡୋ-କୁ ଖେଳ ୯ ଟି ଧାଡ଼ିରେ ୧ ରୁ ୯ ପର୍ଯ୍ୟନ୍ତ ଅଙ୍କ ଥିବ। ପ୍ରତ୍ୟେକ ସ୍ତମ୍ଭ ଓ ଧାଡ଼ି ୩x୩ ଘରରେ ସମସ୍ତ ଅଙ୍କ ରହିବ।	[1171, 2042, 1321, 2101]
solution-cell: 3	[1398, 2114, 1414, 2128]
solution-cell: 4	[1382, 2114, 1398, 2128]
solution-cell: 3	[1382, 2128, 1398, 2142]
solution-cell: 3	[1350, 2072, 1366, 2086]
solution-cell: 9	[1462, 2142, 1478, 2156]
chakra-icon	[1102, 10, 1146, 54]
solution-cell: 2	[1382, 2044, 1398, 2058]
sudoku-header	[1169, 1535, 1489, 1585]
sudoku-cell[interactable]	[1354, 1600, 1388, 1644]
pachisha-title: ପଚିଶ ବର୍ଷ ତଳର ଧରିତ୍ରୀ	[1244, 1431, 1341, 1473]
sudoku-cell[interactable]	[1456, 1776, 1490, 1820]
solution-cell: 4	[1446, 2086, 1462, 2100]
district-name: ବରଗଡ଼	[19, 231, 132, 275]
sudoku-cell[interactable]	[1456, 1644, 1490, 1688]
sudoku-footnote: ଏହା ବର୍ଗ ରହିବା ପରେ ଶେଷ ପରିଚୟ।	[1171, 2242, 1314, 2253]
solution-cell: 7	[1462, 2114, 1478, 2128]
solution-cell: 6	[1462, 2100, 1478, 2114]
grey-bars	[90, 2312, 130, 2331]
solution-cell: 5	[1350, 2114, 1366, 2128]
solution-cell: 8	[1414, 2044, 1430, 2058]
solution-cell: 6	[1350, 2142, 1366, 2156]
sudoku-cell[interactable]	[1286, 1908, 1320, 1952]
zilla-headline-wrap	[8, 318, 358, 364]
solution-cell: 2	[1382, 2156, 1398, 2170]
bhagavat-body-wrap	[1164, 53, 1492, 496]
solution-cell: 9	[1430, 2114, 1446, 2128]
sudoku-cell[interactable]	[1252, 1732, 1286, 1776]
solution-cell: 2	[1462, 2086, 1478, 2100]
solution-cell: 8	[1446, 2114, 1462, 2128]
pathaka-title: ପାଠକ ଶ୍ରେଷ୍ଠ ବିଚାରକ	[1218, 508, 1427, 533]
contact-line: ସମ୍ପାଦକ, ଧରିତ୍ରୀ,	[1286, 1245, 1370, 1257]
pachisha-items	[1164, 1486, 1477, 1516]
solution-cell: 8	[1414, 2100, 1430, 2114]
solution-cell: 6	[1414, 2114, 1430, 2128]
sudoku-cell[interactable]	[1388, 1688, 1422, 1732]
bhagavat-body: ଟି, ପାଣି, ପବନ ଦେଇଥିବା ଭଗବାନଙ୍କ ପ୍ରତି ମନୁଷ୍ୟର କୃତଜ୍ଞତା ରହିବା ଉଚିତ। ଶ୍ରୀମଦ୍ ଭାଗବତରେ କୁହାଯାଇଛି ଯେ ସମସ୍ତ ଜୀବଙ୍କ ମଧ୍ୟରେ ଭଗବାନ ବିରାଜମାନ କରନ୍ତି। ଯେଉଁମାନେ ଏହି ସତ୍ୟକୁ ଉପଲବ୍ଧି କରନ୍ତି ସେମାନେ ସମସ୍ତଙ୍କୁ ସମାନ ଦୃଷ୍ଟିରେ ଦେଖନ୍ତି। ଭକ୍ତି ମାର୍ଗରେ ଚାଲୁଥିବା ଭକ୍ତ କୌଣସି ଜୀବକୁ କଷ୍ଟ ଦିଏ ନାହିଁ। ସେ ସର୍ବଦା ପରୋପକାରରେ ନିଜକୁ ନିୟୋଜିତ କରେ। ଅହଂକାର ଓ ଲୋଭ ତ୍ୟାଗ କରି ନିଷ୍କାମ ଭାବରେ କର୍ମ କରିବା ହିଁ ପ୍ରକୃତ ଧର୍ମ। ନାରଦ ମୁନି ବ୍ୟାସଦେବଙ୍କୁ ଭଗବାନଙ୍କ ଲୀଳା ବର୍ଣ୍ଣନା କରିବାକୁ ପରାମର୍ଶ ଦେଇଥିଲେ। ସେହି ଉପଦେଶ ଅନୁସାରେ ବ୍ୟାସଦେବ ଭାଗବତ ପୁରାଣ ରଚନା କରିଥିଲେ। ଏହି ଗ୍ରନ୍ଥରେ ଭଗବାନଙ୍କ ବିଭିନ୍ନ ଅବତାରର କାହାଣୀ ବର୍ଣ୍ଣିତ। ଶ୍ରୀକୃଷ୍ଣଙ୍କ ବାଲ୍ୟଲୀଳା ଭକ୍ତମାନଙ୍କ ହୃଦୟକୁ ଆନନ୍ଦିତ କରେ। ଭାଗବତ ଶ୍ରବଣ କଲେ ମନର ମଳିନତା ଦୂର ହୁଏ। ଜଗନ୍ନାଥ ଦାସଙ୍କ ଓଡ଼ିଆ ଭାଗବତ ଘରେ ଘରେ ପାଠ କରାଯାଏ। ଗାଁର ଭାଗବତ ଟୁଙ୍ଗିରେ ସନ୍ଧ୍ୟା ସମୟରେ ଭାଗବତ ପାଠ ହୁଏ। ଏହା ଓଡ଼ିଆ ସମାଜର ଏକ ଅବିଚ୍ଛେଦ୍ୟ ଅଙ୍ଗ। ଭାଗବତ ମାନବ ଜୀବନର ସମସ୍ତ ସମସ୍ୟାର ସମାଧାନ ଦେଇଥାଏ। ଧର୍ମ, ଅର୍ଥ, କାମ ଓ ମୋକ୍ଷ ଏହି ଚତୁର୍ବର୍ଗ ଲାଭ ପାଇଁ ଭାଗବତ ପଥପ୍ରଦର୍ଶକ। ସଂସାରରେ ରହି ମଧ୍ୟ ମନୁଷ୍ୟ ଭଗବାନଙ୍କୁ ପାଇପାରେ ବୋଲି ଭାଗବତ ଶିକ୍ଷା ଦିଏ। ଭକ୍ତ ପ୍ରହ୍ଲାଦ, ଧ୍ରୁବ ଓ ଅମ୍ବରୀଷଙ୍କ କାହାଣୀ ଏହାର ପ୍ରମାଣ। ଏଣୁ ପ୍ରତ୍ୟେକ ମନୁଷ୍ୟ ଭାଗବତର ଉପଦେଶ ପାଳନ କରିବା ଉଚିତ। ଭଗବାନଙ୍କ ନାମ ସ୍ମରଣ ଓ କୀର୍ତ୍ତନ ହିଁ କଳିଯୁଗର ଏକମାତ୍ର ଧର୍ମ ବୋଲି ଶାସ୍ତ୍ର କୁହେ। ସତ୍ୟ, ଦୟା, ତପ ଓ ଶୌଚ ଧର୍ମର ଚାରି ପାଦ। କଳିଯୁଗରେ କେବଳ ସତ୍ୟ ରହିଛି। ସେହି ସତ୍ୟକୁ ଆଶ୍ରୟ କରି ଜୀବନଯାପନ କଲେ ମନୁଷ୍ୟ ଶାନ୍ତି ପାଇବ।	[1164, 57, 1492, 395]
sudoku-cell[interactable]	[1320, 1644, 1354, 1688]
sudoku-cell[interactable]: 9	[1252, 1600, 1286, 1644]
sudoku-cell[interactable]	[1252, 1644, 1286, 1688]
sudoku-cell[interactable]: 9	[1218, 1864, 1252, 1908]
sudoku-cell[interactable]	[1184, 1644, 1218, 1688]
zilla-byline: -ଶଙ୍କର ରଞ୍ଜନ ମିଶ୍ର	[258, 842, 358, 855]
sudoku-cell[interactable]	[1184, 1600, 1218, 1644]
temple-photo	[131, 203, 211, 303]
sudoku-cell[interactable]: 3	[1456, 1864, 1490, 1908]
chirantani-box	[8, 8, 216, 190]
sudoku-cell[interactable]	[1252, 1776, 1286, 1820]
sudoku-cell[interactable]	[1388, 1864, 1422, 1908]
pachisha-item: ■ ଉତ୍କଳ ଉନ୍ନୟନ ଓ ଶିଳ୍ପକର ଜୋନ ପ୍ରତିଷ୍ଠା	[1164, 1503, 1364, 1514]
solution-cell: 2	[1334, 2128, 1350, 2142]
solution-cell: 3	[1430, 2086, 1446, 2100]
solution-cell: 7	[1430, 2058, 1446, 2072]
sudoku-cell[interactable]	[1354, 1864, 1388, 1908]
solution-cell: 5	[1398, 2086, 1414, 2100]
sudoku-cell[interactable]	[1252, 1908, 1286, 1952]
sudoku-cell[interactable]	[1252, 1952, 1286, 1996]
zilla-body: ପ୍ରଶ୍ନ ବରଗଡ଼ ଜିଲ୍ଲା କୃଷି ଓ ବସ୍ତ୍ର ଶିଳ୍ପ ପାଇଁ ପରିଚିତ। ଏଠାରେ ନାନା ପ୍ରକାରର ଚାଷ ଓ ବୁଣାକାର ଶିଳ୍ପ ପ୍ରସିଦ୍ଧ। ଜିଲ୍ଲାର ମୁଖ୍ୟାଳୟରେ ଅନେକ ସମସ୍ୟା ରହିଛି ଯାହାର ସମାଧାନ ଆବଶ୍ୟକ। ରାସ୍ତାଘାଟ, ପାନୀୟ ଜଳ, ସ୍ୱାସ୍ଥ୍ୟସେବା ଓ ଶିକ୍ଷା କ୍ଷେତ୍ରରେ ଉନ୍ନତି ଆବଶ୍ୟକ। ଜିଲ୍ଲାରେ ଅନେକ ସରକାରୀ ଯୋଜନା ଘୋଷଣା ହୋଇଥିଲେ ବି ସେଗୁଡ଼ିକର କାର୍ଯ୍ୟକାରିତା ଠିକ୍ ଭାବେ ହେଉନାହିଁ। ଲୋକମାନେ ଉନ୍ନୟନ ପାଇଁ ଅପେକ୍ଷା କରିଛନ୍ତି। ଚାଷୀମାନେ ଜଳସେଚନ ସୁବିଧା ନ ପାଇ ଅସୁବିଧାରେ ପଡ଼ୁଛନ୍ତି। ହୀରାକୁଦ ଜଳଭଣ୍ଡାରରୁ ଜଳ ମିଳୁଥିଲେ ବି ଅନେକ ଅଞ୍ଚଳ ଏବେ ମଧ୍ୟ ଶୁଷ୍କ ରହିଛି। ବୁଣାକାରମାନଙ୍କ ପାଇଁ ବଜାର ସୁବିଧା ଓ ଉଚିତ ମୂଲ୍ୟ ମିଳିବା ଦରକାର। ସମ୍ବଲପୁରୀ ଶାଢ଼ୀର ଚାହିଦା ଦେଶ ବିଦେଶରେ ବଢ଼ୁଥିଲେ ବି ବୁଣାକାରମାନଙ୍କ ଆର୍ଥିକ ସ୍ଥିତି ସୁଧୁରି ନାହିଁ। ସହରରେ ପରିମଳ ବ୍ୟବସ୍ଥା ଦୁର୍ବଳ ରହିଛି। ଜଳନିଷ୍କାସନ ସମସ୍ୟା ବର୍ଷାଋତୁରେ ଲୋକଙ୍କୁ ହଇରାଣ କରୁଛି। ଜିଲ୍ଲା ପ୍ରଶାସନ ଏ ଦିଗରେ ଗୁରୁତ୍ୱ ଦେବା ଉଚିତ। ନାମ ଅନୁସାରେ ବରଗଡ଼କୁ ପ୍ରକୃତରେ ବଡ଼ ଗଡ଼ରେ ପରିଣତ କରିବା ପାଇଁ ସମସ୍ତଙ୍କ ସହଯୋଗ ଆବଶ୍ୟକ। ଯୁବକମାନଙ୍କ ପାଇଁ ନିଯୁକ୍ତି ସୁଯୋଗ ସୃଷ୍ଟି କରିବା ମଧ୍ୟ ଜରୁରୀ। ଶିଳ୍ପ ପ୍ରତିଷ୍ଠାନ ସ୍ଥାପନ କଲେ ଜିଲ୍ଲାର ଅର୍ଥନୀତି ସୁଦୃଢ଼ ହେବ। ଧନୁଯାତ୍ରା ପରି ସାଂସ୍କୃତିକ ଉତ୍ସବ ଏହି ଜିଲ୍ଲାର ଗୌରବ। ପର୍ଯ୍ୟଟନ ଦୃଷ୍ଟିରୁ ମଧ୍ୟ ଏଠାରେ ଅନେକ ସମ୍ଭାବନା ରହିଛି। ସରକାର ଓ ଜନପ୍ରତିନିଧିମାନେ ଏ ଦିଗରେ ଧ୍ୟାନ ଦେଲେ ବରଗଡ଼ ତା'ର ନାମକୁ ସାର୍ଥକ କରିପାରିବ। ଜିଲ୍ଲାର ଐତିହ୍ୟ ଓ ସଂସ୍କୃତିକୁ ସୁରକ୍ଷିତ ରଖି ଆଧୁନିକ ଉନ୍ନୟନ ସାଧନ କରିବା ସମୟର ଆହ୍ୱାନ। ଏଥିପାଇଁ ଦୀର୍ଘମିଆଦି ଯୋଜନା ପ୍ରସ୍ତୁତ କରି କାର୍ଯ୍ୟକାରୀ କରିବା ଆବଶ୍ୟକ। ଜନସାଧାରଣଙ୍କ ସକ୍ରିୟ ଅଂଶଗ୍ରହଣ ବିନା କୌଣସି ଉନ୍ନୟନ ସମ୍ଭବ ନୁହେଁ।	[8, 371, 358, 693]
letter1-byline: -ଦେବାଶିଷ ମିଶ୍ର, ଶ୍ରୀରାମଚନ୍ଦ୍ରପୁର, ତଡ଼ଦାମ, ପୁରୀ	[1289, 910, 1492, 921]
grey-bars	[520, 2312, 560, 2331]
solution-cell: 7	[1462, 2128, 1478, 2142]
top-quote-box	[360, 8, 1030, 68]
sudoku-solution-table	[1333, 2043, 1478, 2170]
solution-cell: 5	[1446, 2156, 1462, 2170]
sudoku-caption: ଉପର ଚାର ପାଇଁ ସମାଧାନ ଓ ପ୍ରକାଶ ପଠାନ୍ତୁ	[1240, 2011, 1418, 2022]
solution-cell: 1	[1366, 2072, 1382, 2086]
editorial-headline: ମୋଦିଙ୍କ ପ୍ରଥମ ବର୍ଷ	[412, 88, 1098, 172]
sudoku-cell[interactable]	[1184, 1820, 1218, 1864]
top-quote-text: ଯେଉଁ ମଣିଷ ବିବେକ ଦ୍ୱାରା ପରିଚାଳିତ ନ ହୋଇ ଆଉ କାହା ଦ୍ୱାରା ପରିଚାଳିତ ହୁଏ– ସେ ଅନ୍ୟାନ୍ୟ ପ୍ରାଣୀମାନଙ୍କ ଅପେକ୍ଷା ବେ ନିକୃଷ୍ଟ ଜନ୍ତୁରେ ପରିଣତ ହୁଏ ।	[371, 17, 1010, 47]
tini-headline: ତିନି ଶାସନ	[541, 1417, 975, 1524]
contact-email-editor[interactable]: E-mail:dharitripress@gmail.com	[1242, 1289, 1414, 1303]
sudoku-cell[interactable]	[1354, 1908, 1388, 1952]
sudoku-credit: Puzzles by Srikant Ghosh	[1171, 1569, 1294, 1580]
solution-cell: 5	[1382, 2142, 1398, 2156]
solution-cell: 8	[1350, 2086, 1366, 2100]
solution-cell: 4	[1334, 2072, 1350, 2086]
solution-cell: 7	[1414, 2072, 1430, 2086]
solution-cell: 7	[1366, 2100, 1382, 2114]
letter1-headline: ନକଲି ମଦ	[1274, 548, 1382, 578]
solution-cell: 3	[1414, 2058, 1430, 2072]
sudoku-cell[interactable]: 1	[1184, 1732, 1218, 1776]
sudoku-cell[interactable]	[1354, 1688, 1388, 1732]
sudoku-cell[interactable]: 4	[1184, 1776, 1218, 1820]
poem-source: (ମଟର ପାର୍ଶ୍ଵି)	[142, 143, 205, 156]
sudoku-cell[interactable]	[1456, 1732, 1490, 1776]
solution-cell: 4	[1350, 2100, 1366, 2114]
page-number: ୧୨	[1470, 2310, 1482, 2322]
sudoku-cell[interactable]	[1286, 1688, 1320, 1732]
cmyk-marks	[262, 2312, 330, 2331]
solution-cell: 8	[1430, 2072, 1446, 2086]
solution-cell: 4	[1414, 2142, 1430, 2156]
solution-cell: 1	[1382, 2058, 1398, 2072]
sudoku-cell[interactable]	[1388, 1644, 1422, 1688]
solution-cell: 1	[1446, 2100, 1462, 2114]
sudoku-cell[interactable]	[1456, 1952, 1490, 1996]
solution-cell: 9	[1350, 2128, 1366, 2142]
top-quote-attribution: -ଶ୍ରୀମା	[409, 34, 443, 47]
masthead-logo	[1040, 8, 1150, 68]
sudoku-cell[interactable]	[1218, 1688, 1252, 1732]
poem-line: ଏକ ଜିବେ ଆଜ୍ଞା ମୁକ୍ତି	[19, 88, 111, 101]
solution-cell: 2	[1350, 2058, 1366, 2072]
sudoku-cell[interactable]	[1286, 1644, 1320, 1688]
letter1-body: ପୁରୀ ସହର ଓ ଆଖପାଖ ଅଞ୍ଚଳରେ ନକଲି ମଦ ବିକ୍ରି ବଢ଼ିଚାଲିଛି। ଏହା ସେବନ କରି ଅନେକ ଲୋକ ଅସୁସ୍ଥ ହେଉଛନ୍ତି ଓ କେତେକଙ୍କ ମୃତ୍ୟୁ ମଧ୍ୟ ଘଟିଛି। ଅବକାରୀ ବିଭାଗ ଏ ଦିଗରେ ଉଦାସୀନ ରହିଛି। ଗାଁ ଗହଳିରେ ଚୋରା ମଦ ଭାଟି ଚାଲୁଥିବା ବେଳେ ପ୍ରଶାସନ ନୀରବ ଦର୍ଶକ ସାଜିଛି। ଯୁବପିଢ଼ି ନିଶାରେ ଆସକ୍ତ ହୋଇ ପଡ଼ୁଛନ୍ତି। ପରିବାରଗୁଡ଼ିକ ଭାଙ୍ଗିଯାଉଛି। ମହିଳାମାନେ ନିଶାଖୋର ସ୍ୱାମୀଙ୍କ ଅତ୍ୟାଚାରରେ ଜର୍ଜରିତ। ସରକାର ମଦ ବିକ୍ରିରୁ ରାଜସ୍ୱ ଆଦାୟ ଉପରେ ଗୁରୁତ୍ୱ ଦେଉଥିବା ବେଳେ ଜନସ୍ୱାସ୍ଥ୍ୟକୁ ଅଣଦେଖା କରୁଛନ୍ତି। ନକଲି ମଦ କାରବାରୀଙ୍କ ବିରୋଧରେ କଡ଼ା କାର୍ଯ୍ୟାନୁଷ୍ଠାନ ନିଆଯିବା ଆବଶ୍ୟକ। ପୁଲିସ ଓ ଅବକାରୀ ବିଭାଗ ମିଳିତ ଭାବେ ଚଢ଼ାଉ କରି ଏହି କାରବାରକୁ ବନ୍ଦ କରିବା ଉଚିତ। ଜନସଚେତନତା ସୃଷ୍ଟି ପାଇଁ ସ୍ୱେଚ୍ଛାସେବୀ ସଂଗଠନଗୁଡ଼ିକ ଆଗେଇ ଆସିବା ଦରକାର। ଏଥିସହ ନିଶାମୁକ୍ତି କେନ୍ଦ୍ର ସ୍ଥାପନ କରି ଆସକ୍ତମାନଙ୍କୁ ଚିକିତ୍ସା କରାଯିବା ଉଚିତ। ସମ୍ପୃକ୍ତ କର୍ତ୍ତୃପକ୍ଷ ତୁରନ୍ତ ଏ ଦିଗରେ ଦୃଷ୍ଟି ଦିଅନ୍ତୁ।	[1164, 607, 1492, 805]
cmyk-marks	[700, 2312, 768, 2331]
